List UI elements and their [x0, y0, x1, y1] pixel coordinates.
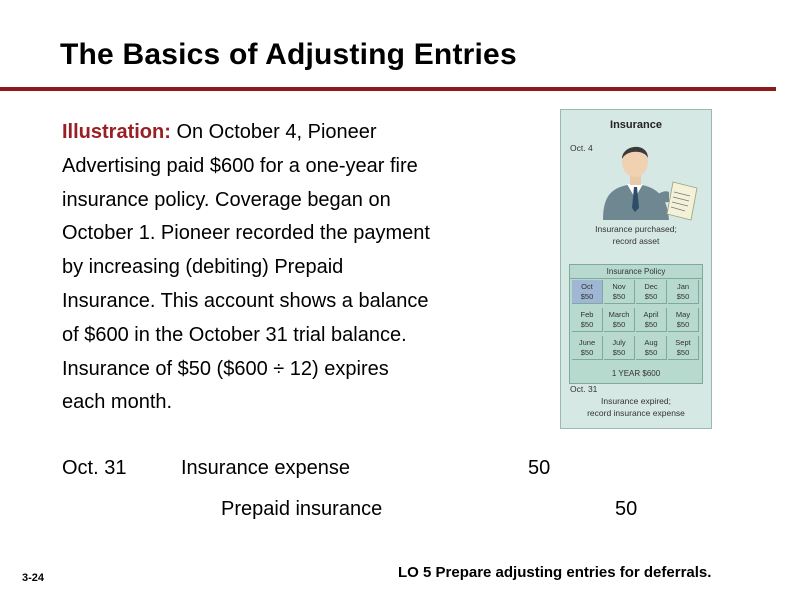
paragraph-line-4: October 1. Pioneer recorded the payment: [62, 222, 430, 245]
slide-title: The Basics of Adjusting Entries: [60, 38, 517, 71]
policy-month-amount: $50: [580, 320, 594, 329]
policy-month-label: June: [578, 338, 596, 347]
policy-month-cell: [604, 280, 635, 304]
paragraph-line-3: insurance policy. Coverage began on: [62, 188, 391, 211]
policy-month-label: March: [608, 310, 630, 319]
policy-month-amount: $50: [676, 320, 690, 329]
policy-month-cell: [668, 308, 699, 332]
paragraph-line-6: Insurance. This account shows a balance: [62, 289, 429, 312]
paragraph-text: On October 4, Pioneer: [170, 121, 377, 143]
paragraph-line-5: by increasing (debiting) Prepaid: [62, 256, 344, 279]
entry-credit-amount: 50: [615, 498, 638, 520]
policy-month-label: July: [612, 338, 626, 347]
policy-month-amount: $50: [580, 292, 594, 301]
page-number: 3-24: [22, 572, 45, 584]
policy-month-label: Oct: [581, 282, 593, 291]
paragraph-line-7: of $600 in the October 31 trial balance.: [62, 323, 407, 346]
policy-month-label: Dec: [644, 282, 658, 291]
policy-month-amount: $50: [612, 348, 626, 357]
entry-debit-account: Insurance expense: [181, 457, 351, 479]
policy-month-amount: $50: [612, 292, 626, 301]
policy-month-amount: $50: [676, 348, 690, 357]
policy-month-amount: $50: [644, 348, 658, 357]
title-divider: [0, 87, 776, 91]
policy-month-label: May: [675, 310, 691, 319]
policy-month-amount: $50: [580, 348, 594, 357]
policy-month-amount: $50: [676, 292, 690, 301]
policy-month-cell: [572, 308, 603, 332]
insurance-policy-grid: [569, 264, 703, 384]
policy-month-label: April: [643, 310, 659, 319]
entry-date: Oct. 31: [62, 457, 127, 479]
policy-month-cell: [668, 336, 699, 360]
policy-month-label: Sept: [675, 338, 691, 347]
illustration-paragraph: [62, 116, 502, 420]
paragraph-line-8: Insurance of $50 ($600 ÷ 12) expires: [62, 357, 389, 380]
policy-month-label: Aug: [644, 338, 658, 347]
policy-paper-icon: [665, 180, 699, 222]
panel-date-bottom: Oct. 31: [570, 384, 598, 394]
paragraph-line-9: each month.: [62, 391, 173, 414]
learning-objective: LO 5 Prepare adjusting entries for deferrals.: [398, 564, 712, 581]
policy-month-cell: [604, 308, 635, 332]
panel-title: Insurance: [610, 119, 662, 131]
illustration-lead: Illustration:: [62, 121, 171, 143]
policy-month-cell: [636, 280, 667, 304]
policy-month-cell: [668, 280, 699, 304]
policy-month-amount: $50: [644, 320, 658, 329]
paragraph-line-2: Advertising paid $600 for a one-year fire: [62, 154, 418, 177]
policy-month-amount: $50: [612, 320, 626, 329]
policy-month-label: Nov: [612, 282, 626, 291]
panel-caption-bottom-1: Insurance expired;: [601, 396, 671, 406]
policy-month-cell: [636, 336, 667, 360]
policy-month-cell: [572, 280, 603, 304]
policy-month-label: Jan: [676, 282, 690, 291]
panel-caption-bottom-2: record insurance expense: [587, 408, 685, 418]
policy-month-amount: $50: [644, 292, 658, 301]
entry-debit-amount: 50: [528, 457, 551, 479]
policy-title: Insurance Policy: [570, 265, 702, 279]
panel-caption-top-1: Insurance purchased;: [595, 224, 677, 234]
panel-caption-top-2: record asset: [612, 236, 660, 246]
policy-month-cell: [636, 308, 667, 332]
paragraph-line-1: [62, 116, 502, 150]
policy-month-cell: [572, 336, 603, 360]
policy-month-label: Feb: [580, 310, 594, 319]
panel-date-top: Oct. 4: [570, 143, 593, 153]
insurance-illustration-panel: [560, 109, 712, 429]
policy-footer: 1 YEAR $600: [611, 369, 661, 378]
entry-credit-account: Prepaid insurance: [221, 498, 383, 520]
policy-month-cell: [604, 336, 635, 360]
